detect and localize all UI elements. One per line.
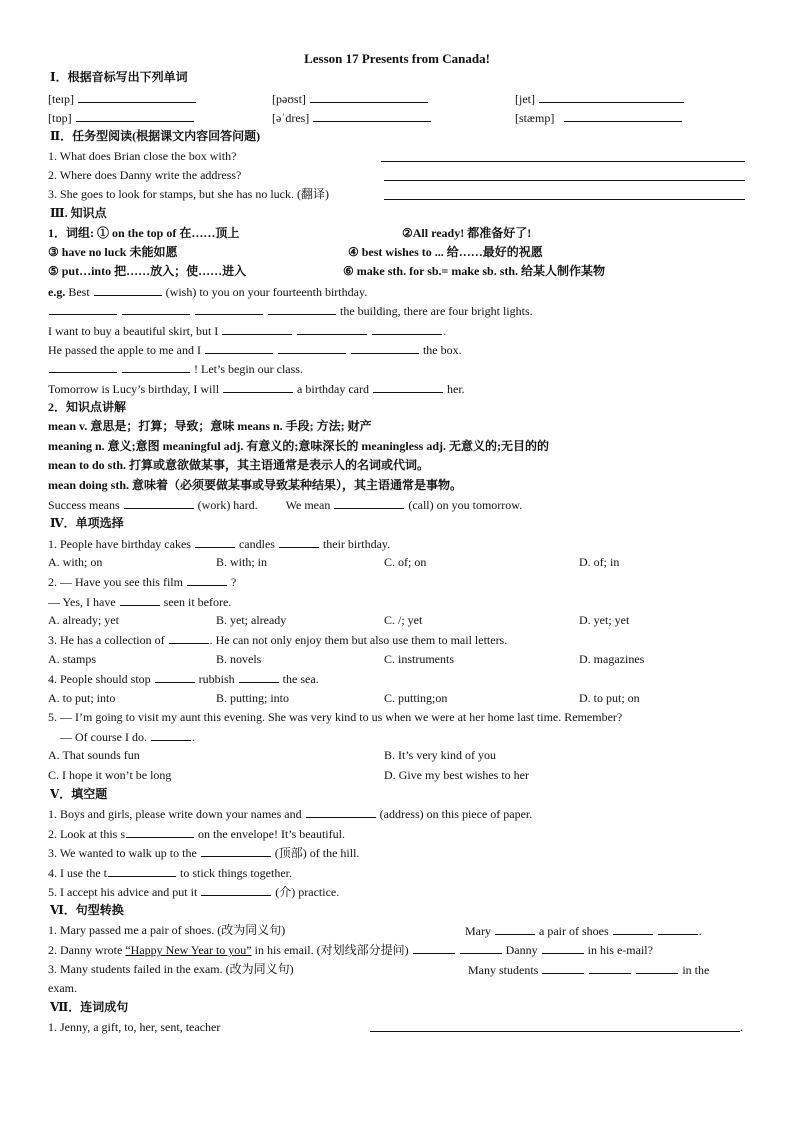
answer-blank[interactable] (658, 923, 698, 935)
answer-blank[interactable] (122, 361, 190, 373)
answer-blank[interactable] (195, 536, 235, 548)
section-2-heading: Ⅱ．任务型阅读(根据课文内容回答问题) (50, 129, 261, 143)
answer-blank[interactable] (460, 942, 502, 954)
answer-blank[interactable] (278, 342, 346, 354)
answer-blank[interactable] (310, 91, 428, 103)
phrase-4: ④ best wishes to ... 给……最好的祝愿 (348, 245, 543, 259)
answer-blank[interactable] (372, 323, 442, 335)
phonetic-2: [pəʊst] (272, 91, 429, 107)
phrase-2: ②All ready! 都准备好了! (402, 226, 532, 240)
option-d[interactable]: D. of; in (579, 555, 620, 569)
transform-answer-3: Many students in the (468, 963, 710, 977)
answer-line[interactable] (384, 180, 745, 181)
section-1-heading: Ⅰ．根据音标写出下列单词 (50, 70, 188, 84)
fill-question-2: 2. Look at this s on the envelope! It’s beautiful. (48, 827, 345, 841)
example-line-1: e.g. Best (wish) to you on your fourteenth birthday. (48, 285, 368, 299)
answer-blank[interactable] (373, 381, 443, 393)
answer-blank[interactable] (306, 806, 376, 818)
answer-blank[interactable] (313, 110, 431, 122)
mean-exercise: Success means (work) hard. We mean (call) on you tomorrow. (48, 498, 523, 512)
underlined-phrase: “Happy New Year to you” (125, 943, 252, 957)
transform-question-2: 2. Danny wrote “Happy New Year to you” in his email. (对划线部分提问) Danny in his e-mail? (48, 943, 653, 957)
word-order-question-1: 1. Jenny, a gift, to, her, sent, teacher (48, 1020, 221, 1034)
answer-blank[interactable] (195, 303, 263, 315)
answer-blank[interactable] (120, 594, 160, 606)
transform-question-1: 1. Mary passed me a pair of shoes. (改为同义句) (48, 923, 286, 937)
option-b[interactable]: B. with; in (216, 555, 268, 569)
example-line-3: I want to buy a beautiful skirt, but I . (48, 324, 447, 338)
answer-blank[interactable] (413, 942, 455, 954)
option-a[interactable]: A. stamps (48, 652, 96, 666)
section-5-heading: Ⅴ．填空题 (50, 787, 108, 801)
fill-question-4: 4. I use the t to stick things together. (48, 866, 292, 880)
phonetic-1: [teɪp] (48, 91, 197, 107)
option-b[interactable]: B. novels (216, 652, 262, 666)
answer-blank[interactable] (155, 671, 195, 683)
mc-question-3: 3. He has a collection of . He can not only enjoy them but also use them to mail letters. (48, 633, 508, 647)
subsection-heading: 2．知识点讲解 (48, 400, 127, 414)
answer-line[interactable] (370, 1031, 740, 1032)
reading-question-2: 2. Where does Danny write the address? (48, 168, 242, 182)
phonetic-4: [tɒp] (48, 110, 195, 126)
phrase-6: ⑥ make sth. for sb.= make sb. sth. 给某人制作某物 (343, 264, 606, 278)
option-d[interactable]: D. magazines (579, 652, 645, 666)
answer-blank[interactable] (279, 536, 319, 548)
answer-blank[interactable] (126, 826, 194, 838)
option-a[interactable]: A. That sounds fun (48, 748, 140, 762)
fill-question-5: 5. I accept his advice and put it (介) practice. (48, 885, 340, 899)
answer-blank[interactable] (297, 323, 367, 335)
answer-blank[interactable] (49, 361, 117, 373)
answer-blank[interactable] (268, 303, 336, 315)
option-a[interactable]: A. already; yet (48, 613, 119, 627)
section-4-heading: Ⅳ．单项选择 (50, 516, 124, 530)
option-b[interactable]: B. yet; already (216, 613, 287, 627)
answer-line[interactable] (381, 161, 745, 162)
answer-blank[interactable] (239, 671, 279, 683)
answer-blank[interactable] (205, 342, 273, 354)
mc-question-2: 2. — Have you see this film ? (48, 575, 237, 589)
phonetic-6: [stæmp] (515, 110, 683, 126)
mean-note-1: mean v. 意思是；打算；导致；意味 means n. 手段; 方法; 财产 (48, 419, 372, 433)
answer-blank[interactable] (334, 497, 404, 509)
fill-question-1: 1. Boys and girls, please write down your names and (address) on this piece of paper. (48, 807, 533, 821)
option-c[interactable]: C. putting;on (384, 691, 448, 705)
mc-question-2-reply: — Yes, I have seen it before. (48, 595, 232, 609)
mc-question-5: 5. — I’m going to visit my aunt this evening. She was very kind to us when we were at her home last time. Remember? (48, 710, 623, 724)
answer-blank[interactable] (151, 729, 191, 741)
answer-blank[interactable] (122, 303, 190, 315)
answer-blank[interactable] (169, 632, 209, 644)
page-title: Lesson 17 Presents from Canada! (304, 51, 490, 66)
option-a[interactable]: A. to put; into (48, 691, 116, 705)
phrase-1: 1．词组: ① on the top of 在……顶上 (48, 226, 240, 240)
option-d[interactable]: D. yet; yet (579, 613, 630, 627)
answer-blank[interactable] (124, 497, 194, 509)
answer-blank[interactable] (636, 962, 678, 974)
phrase-5: ⑤ put…into 把……放入；使……进入 (48, 264, 247, 278)
option-c[interactable]: C. /; yet (384, 613, 423, 627)
reading-question-1: 1. What does Brian close the box with? (48, 149, 237, 163)
fill-question-3: 3. We wanted to walk up to the (顶部) of the hill. (48, 846, 360, 860)
phonetic-3: [jet] (515, 91, 685, 107)
answer-blank[interactable] (613, 923, 653, 935)
option-b[interactable]: B. It’s very kind of you (384, 748, 496, 762)
answer-blank[interactable] (76, 110, 194, 122)
answer-blank[interactable] (187, 574, 227, 586)
option-c[interactable]: C. of; on (384, 555, 427, 569)
example-line-4: He passed the apple to me and I the box. (48, 343, 462, 357)
example-line-2: the building, there are four bright lights. (48, 303, 533, 319)
phrase-3: ③ have no luck 未能如愿 (48, 245, 178, 259)
answer-blank[interactable] (542, 942, 584, 954)
option-d[interactable]: D. Give my best wishes to her (384, 768, 529, 782)
example-line-5: ! Let’s begin our class. (48, 361, 303, 377)
answer-line-end: . (740, 1020, 743, 1034)
mc-question-1: 1. People have birthday cakes candles their birthday. (48, 537, 391, 551)
mean-note-2: meaning n. 意义;意图 meaningful adj. 有意义的;意味深长的 meaningless adj. 无意义的;无目的的 (48, 439, 550, 453)
transform-question-3: 3. Many students failed in the exam. (改为同义句) (48, 962, 294, 976)
option-d[interactable]: D. to put; on (579, 691, 640, 705)
option-a[interactable]: A. with; on (48, 555, 103, 569)
transform-question-3-cont: exam. (48, 981, 77, 995)
answer-blank[interactable] (201, 884, 271, 896)
answer-blank[interactable] (542, 962, 584, 974)
answer-blank[interactable] (223, 381, 293, 393)
phonetic-5: [əˈdres] (272, 110, 432, 126)
transform-answer-1: Mary a pair of shoes . (465, 924, 702, 938)
answer-blank[interactable] (78, 91, 196, 103)
answer-blank[interactable] (49, 303, 117, 315)
answer-blank[interactable] (564, 110, 682, 122)
answer-blank[interactable] (495, 923, 535, 935)
section-7-heading: Ⅶ．连词成句 (50, 1000, 129, 1014)
answer-blank[interactable] (539, 91, 684, 103)
mean-note-4: mean doing sth. 意味着（必须要做某事或导致某种结果），其主语通常是事物。 (48, 478, 463, 492)
answer-blank[interactable] (94, 284, 162, 296)
answer-blank[interactable] (222, 323, 292, 335)
answer-line[interactable] (384, 199, 745, 200)
answer-blank[interactable] (351, 342, 419, 354)
option-b[interactable]: B. putting; into (216, 691, 290, 705)
answer-blank[interactable] (108, 865, 176, 877)
answer-blank[interactable] (589, 962, 631, 974)
mc-question-4: 4. People should stop rubbish the sea. (48, 672, 319, 686)
mc-question-5-reply: — Of course I do. . (60, 730, 195, 744)
section-6-heading: Ⅵ．句型转换 (50, 903, 124, 917)
mean-note-3: mean to do sth. 打算或意欲做某事，其主语通常是表示人的名词或代词。 (48, 458, 430, 472)
reading-question-3: 3. She goes to look for stamps, but she has no luck. (翻译) (48, 187, 329, 201)
option-c[interactable]: C. instruments (384, 652, 455, 666)
answer-blank[interactable] (201, 845, 271, 857)
section-3-heading: Ⅲ. 知识点 (50, 206, 107, 220)
option-c[interactable]: C. I hope it won’t be long (48, 768, 172, 782)
example-line-6: Tomorrow is Lucy’s birthday, I will a birthday card her. (48, 382, 465, 396)
